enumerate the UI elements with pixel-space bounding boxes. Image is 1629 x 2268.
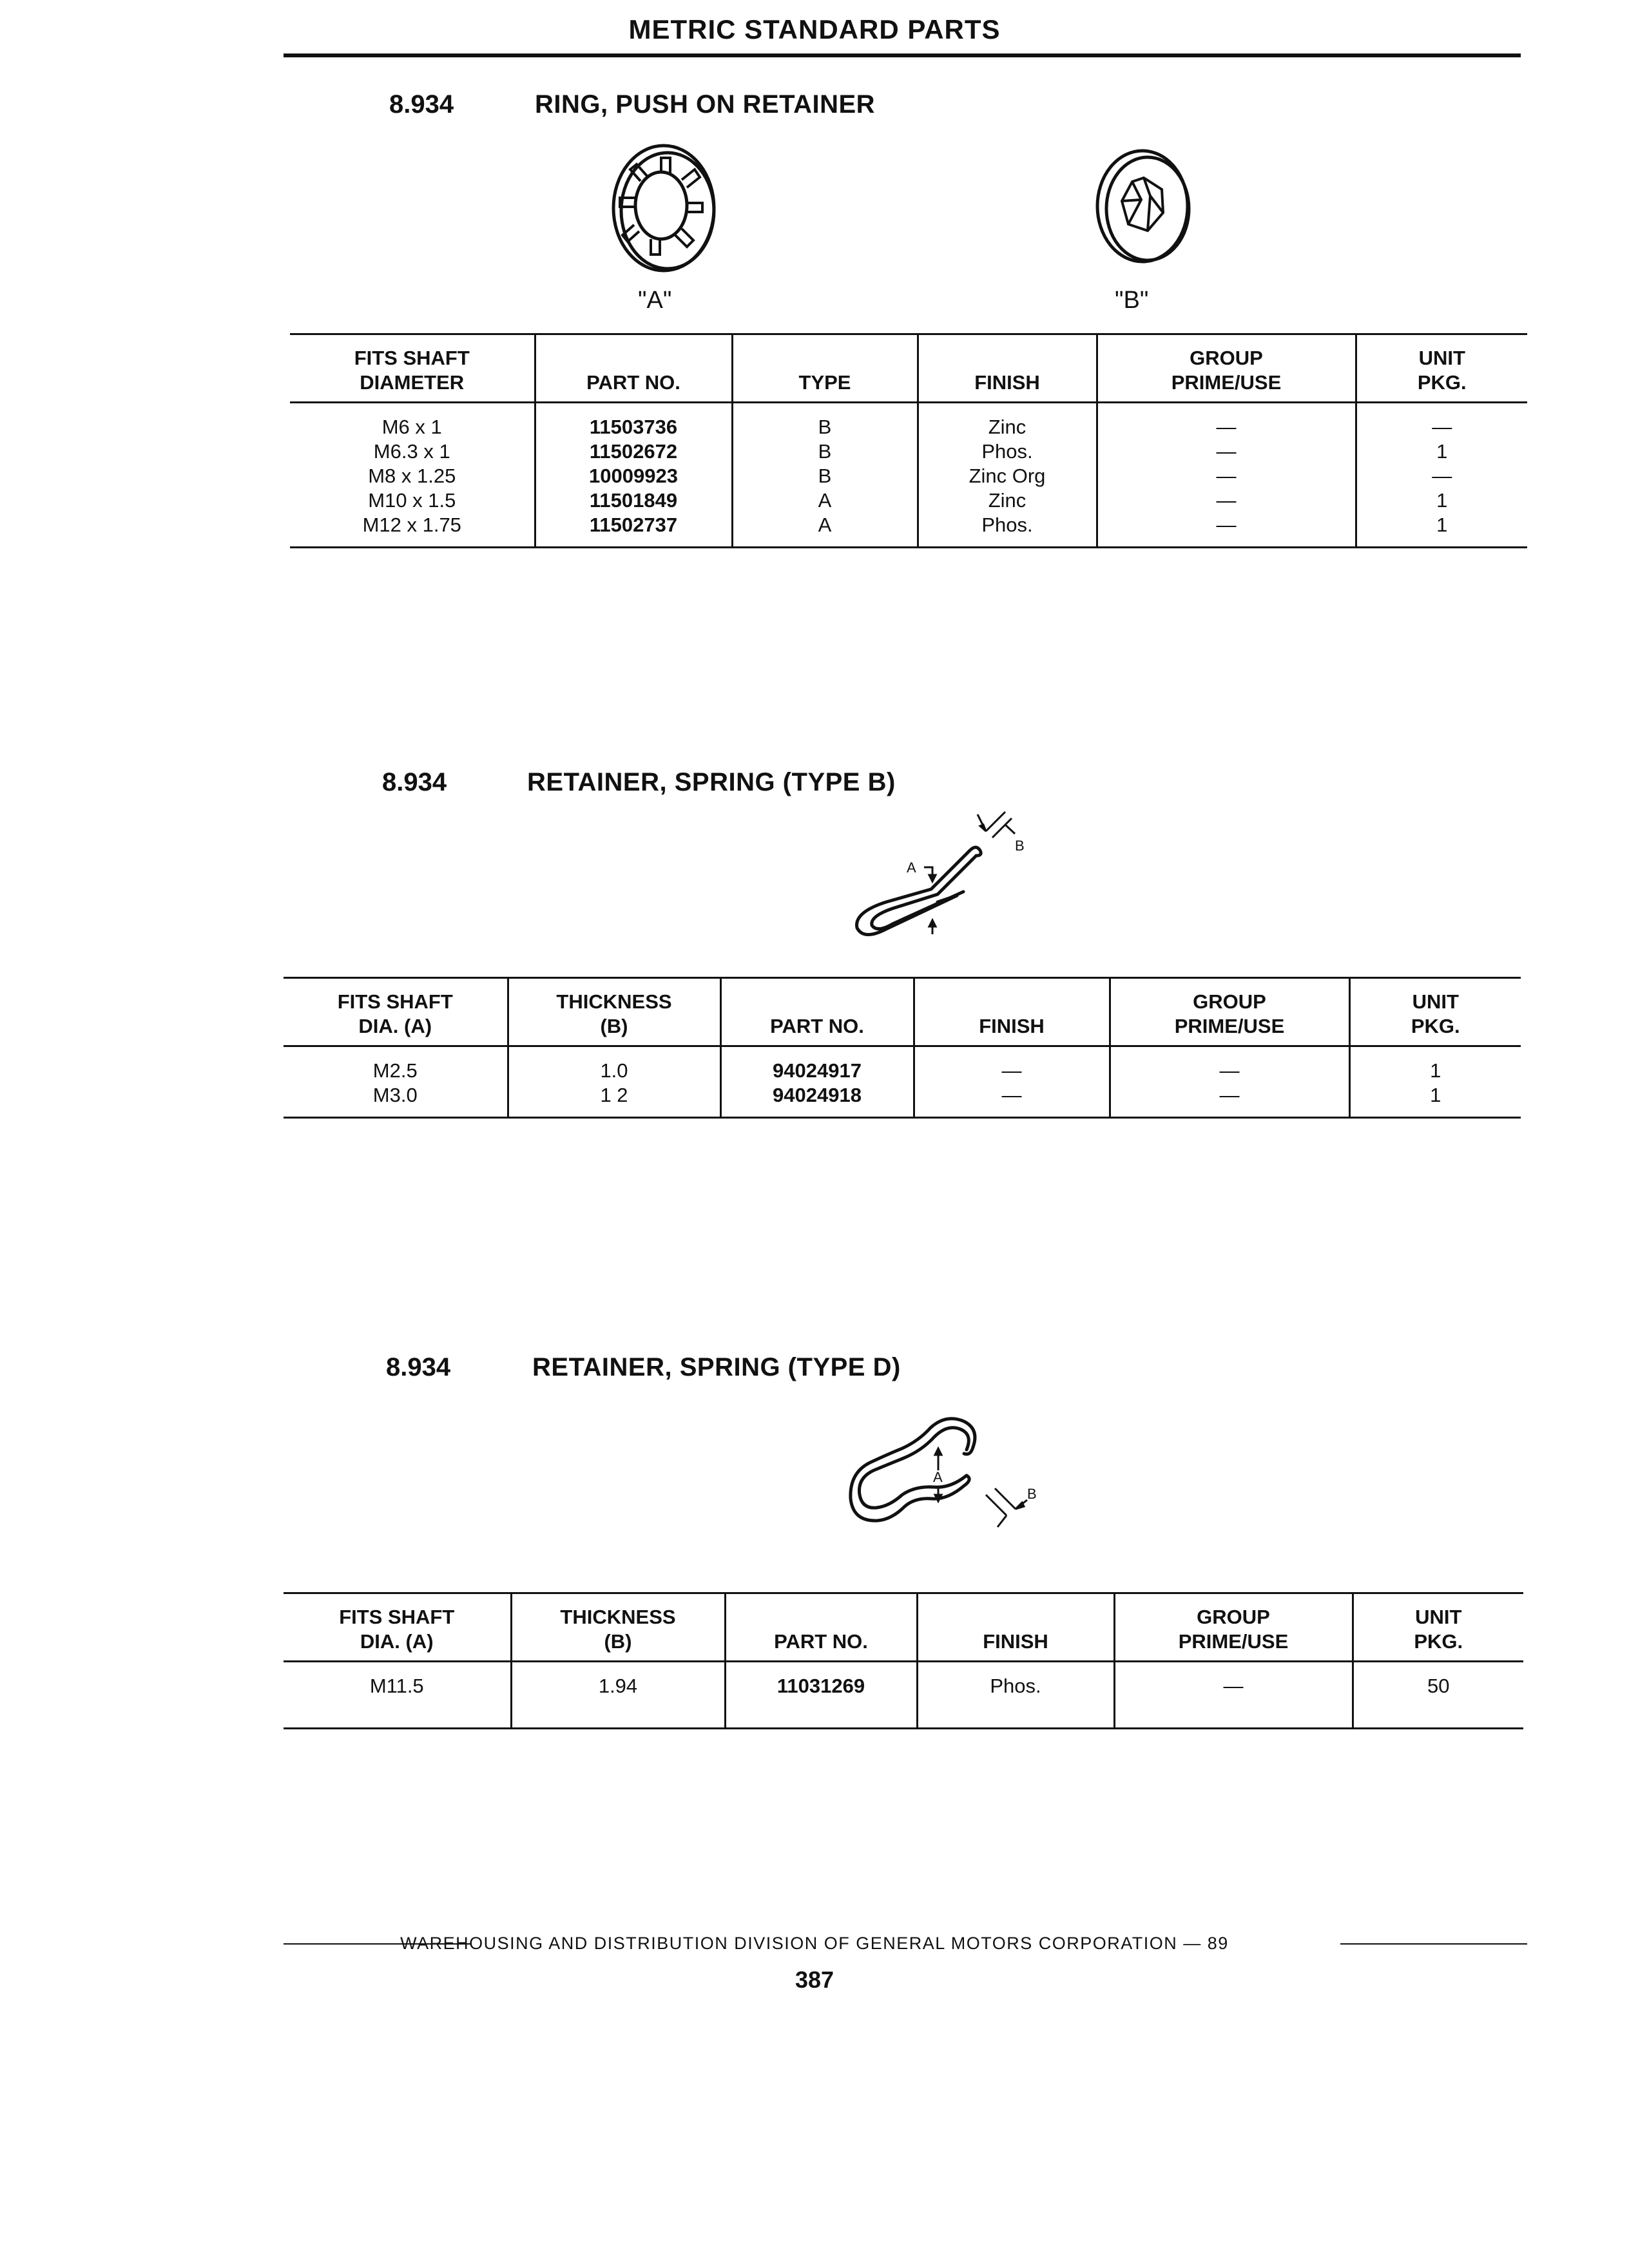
column-header: TYPE [732, 334, 918, 403]
column-header: THICKNESS (B) [511, 1593, 725, 1662]
cell-finish: Phos. [918, 513, 1097, 548]
table-row [284, 1662, 1523, 1729]
table-row [284, 1083, 1521, 1118]
cell-finish: Zinc [918, 403, 1097, 440]
cell-finish: Zinc Org [918, 464, 1097, 488]
column-header: FINISH [917, 1593, 1114, 1662]
cell-part-number: 94024918 [720, 1083, 914, 1118]
column-header: GROUP PRIME/USE [1097, 334, 1356, 403]
cell-part-number: 11501849 [535, 488, 732, 513]
column-header: FINISH [918, 334, 1097, 403]
section-2-title: RETAINER, SPRING (TYPE B) [527, 768, 896, 796]
column-header: UNIT PKG. [1349, 978, 1521, 1046]
cell-part-number: 94024917 [720, 1046, 914, 1084]
column-header: PART NO. [720, 978, 914, 1046]
cell-unit-pkg: 50 [1353, 1662, 1523, 1729]
cell-shaft-diameter: M3.0 [284, 1083, 508, 1118]
diagram-label-a: A [933, 1469, 943, 1485]
column-header: FITS SHAFT DIAMETER [354, 347, 470, 394]
cell-unit-pkg: 1 [1356, 439, 1527, 464]
cell-group: — [1110, 1083, 1349, 1118]
section-1-title: RING, PUSH ON RETAINER [535, 90, 876, 119]
cell-group: — [1097, 464, 1356, 488]
cell-type: A [732, 488, 918, 513]
cell-part-number: 11502737 [535, 513, 732, 548]
cell-type: A [732, 513, 918, 548]
cell-finish: — [914, 1046, 1110, 1084]
cell-shaft-diameter: M6 x 1 [381, 416, 442, 438]
cell-thickness: 1.94 [511, 1662, 725, 1729]
cell-group: — [1097, 403, 1356, 440]
table-row [290, 513, 1527, 548]
cell-type: B [732, 464, 918, 488]
table-header-row [284, 1593, 1523, 1662]
cell-type: B [732, 439, 918, 464]
cell-finish: Phos. [917, 1662, 1114, 1729]
column-header: FITS SHAFT DIA. (A) [339, 1606, 455, 1653]
cell-part-number: 11502672 [535, 439, 732, 464]
cell-unit-pkg: 1 [1349, 1083, 1521, 1118]
figure-label-a: "A" [638, 287, 672, 314]
diagram-label-b: B [1015, 838, 1025, 854]
cell-shaft-diameter: M11.5 [284, 1662, 511, 1729]
table-row [290, 488, 1527, 513]
footer-divider-right [1340, 1943, 1527, 1945]
cell-unit-pkg: — [1356, 403, 1527, 440]
cell-unit-pkg: 1 [1356, 513, 1527, 548]
table-row [290, 439, 1527, 464]
column-header: GROUP PRIME/USE [1110, 978, 1349, 1046]
cell-shaft-diameter: M6.3 x 1 [373, 440, 450, 463]
push-on-ring-type-a-illustration [599, 139, 728, 277]
cell-part-number: 10009923 [535, 464, 732, 488]
cell-group: — [1097, 513, 1356, 548]
cell-finish: Phos. [918, 439, 1097, 464]
cell-finish: Zinc [918, 488, 1097, 513]
cell-thickness: 1.0 [508, 1046, 720, 1084]
page-title: METRIC STANDARD PARTS [628, 14, 1001, 44]
section-2-number: 8.934 [382, 768, 447, 796]
column-header: THICKNESS (B) [508, 978, 720, 1046]
cell-group: — [1114, 1662, 1353, 1729]
page-number: 387 [795, 1966, 834, 1993]
push-on-ring-table [290, 333, 1527, 548]
cell-shaft-diameter: M2.5 [372, 1059, 418, 1082]
spring-retainer-type-b-table [284, 977, 1521, 1119]
table-row [290, 403, 1527, 440]
header-divider [284, 53, 1521, 57]
table-row [290, 464, 1527, 488]
column-header: GROUP PRIME/USE [1114, 1593, 1353, 1662]
spring-retainer-type-b-illustration [834, 805, 1054, 954]
cell-shaft-diameter: M8 x 1.25 [368, 465, 456, 487]
cell-unit-pkg: 1 [1349, 1046, 1521, 1084]
push-on-ring-type-b-illustration [1086, 142, 1202, 271]
cell-group: — [1110, 1046, 1349, 1084]
figure-label-b: "B" [1115, 287, 1149, 314]
cell-group: — [1097, 439, 1356, 464]
cell-part-number: 11031269 [725, 1662, 917, 1729]
spring-retainer-type-d-table [284, 1592, 1523, 1729]
cell-thickness: 1 2 [508, 1083, 720, 1118]
table-row [284, 1046, 1521, 1084]
table-header-row [290, 334, 1527, 403]
section-1-number: 8.934 [389, 90, 454, 119]
column-header: UNIT PKG. [1356, 334, 1527, 403]
cell-finish: — [914, 1083, 1110, 1118]
footer-text: WAREHOUSING AND DISTRIBUTION DIVISION OF GENERAL MOTORS CORPORATION — 89 [400, 1934, 1229, 1953]
diagram-label-b: B [1027, 1486, 1037, 1502]
column-header: PART NO. [725, 1593, 917, 1662]
column-header: PART NO. [535, 334, 732, 403]
cell-shaft-diameter: M12 x 1.75 [290, 513, 535, 548]
cell-group: — [1097, 488, 1356, 513]
cell-type: B [732, 403, 918, 440]
diagram-label-a: A [907, 860, 916, 876]
table-header-row [284, 978, 1521, 1046]
spring-retainer-type-d-illustration [838, 1411, 1050, 1559]
section-3-title: RETAINER, SPRING (TYPE D) [532, 1353, 901, 1381]
column-header: UNIT PKG. [1353, 1593, 1523, 1662]
cell-unit-pkg: 1 [1356, 488, 1527, 513]
cell-part-number: 11503736 [535, 403, 732, 440]
cell-unit-pkg: — [1356, 464, 1527, 488]
cell-shaft-diameter: M10 x 1.5 [368, 489, 456, 512]
column-header: FITS SHAFT DIA. (A) [337, 990, 453, 1037]
section-3-number: 8.934 [386, 1353, 451, 1381]
column-header: FINISH [914, 978, 1110, 1046]
